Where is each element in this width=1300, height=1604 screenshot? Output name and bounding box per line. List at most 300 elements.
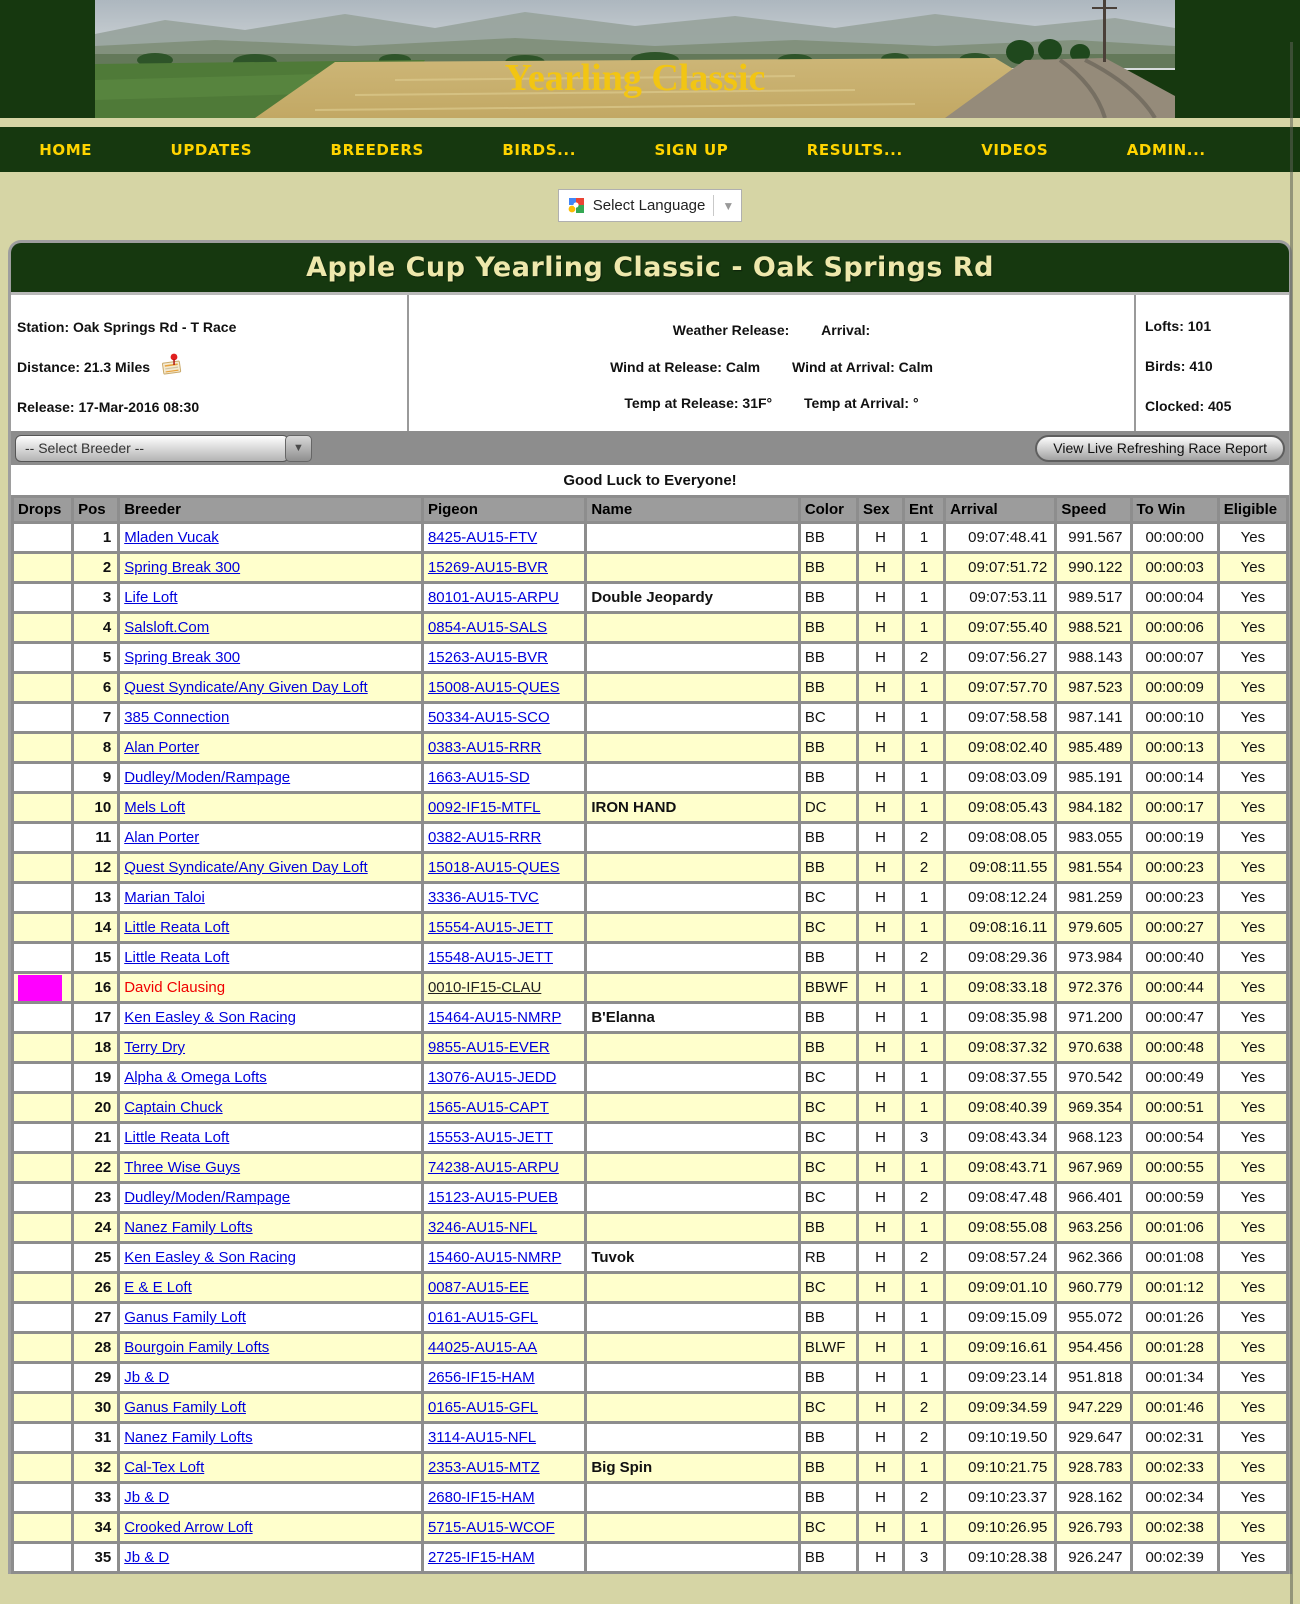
speed-cell: 926.793 (1057, 1514, 1129, 1541)
breeder-select[interactable] (15, 435, 304, 462)
pos-cell: 25 (74, 1244, 117, 1271)
arrival-cell: 09:08:03.09 (946, 764, 1054, 791)
ent-cell: 2 (905, 1184, 943, 1211)
breeder-cell (120, 1394, 421, 1421)
nav-item-breeders[interactable]: BREEDERS (330, 140, 424, 159)
eligible-cell: Yes (1220, 1364, 1286, 1391)
nav-item-signup[interactable]: SIGN UP (654, 140, 729, 159)
pos-cell: 8 (74, 734, 117, 761)
nav-item-birds[interactable]: BIRDS... (502, 140, 577, 159)
pigeon-link[interactable]: 15548-AU15-JETT (427, 949, 553, 966)
eligible-cell: Yes (1220, 1214, 1286, 1241)
breeder-link[interactable]: Quest Syndicate/Any Given Day Loft (124, 859, 368, 876)
sex-cell: H (859, 1484, 902, 1511)
breeder-cell (120, 1484, 421, 1511)
drops-cell (14, 674, 71, 701)
breeder-link[interactable]: Ganus Family Loft (124, 1309, 246, 1326)
pigeon-link[interactable]: 0854-AU15-SALS (427, 619, 548, 636)
pigeon-cell (424, 884, 584, 911)
drops-cell (14, 614, 71, 641)
nav-item-updates[interactable]: UPDATES (170, 140, 253, 159)
breeder-cell (120, 1424, 421, 1451)
name-cell: Tuvok (587, 1244, 798, 1271)
pigeon-link[interactable]: 15008-AU15-QUES (427, 679, 560, 696)
pigeon-link[interactable]: 44025-AU15-AA (427, 1339, 538, 1356)
divider-strip (0, 118, 1300, 127)
color-cell: DC (801, 794, 856, 821)
google-translate-icon (568, 197, 585, 214)
race-info-counts (1134, 295, 1289, 431)
pigeon-link[interactable]: 0383-AU15-RRR (427, 739, 542, 756)
breeder-link[interactable]: Alpha & Omega Lofts (124, 1069, 267, 1086)
color-cell: BB (801, 1484, 856, 1511)
breeder-link[interactable]: Captain Chuck (124, 1099, 223, 1116)
name-cell (587, 704, 798, 731)
arrival-cell: 09:08:43.71 (946, 1154, 1054, 1181)
to-win-cell: 00:01:12 (1133, 1274, 1217, 1301)
pos-cell: 12 (74, 854, 117, 881)
sex-cell: H (859, 1154, 902, 1181)
color-cell: BC (801, 884, 856, 911)
pigeon-link[interactable]: 15553-AU15-JETT (427, 1129, 553, 1146)
col-header-eligible: Eligible (1220, 498, 1286, 521)
pigeon-cell (424, 944, 584, 971)
ent-cell: 1 (905, 1304, 943, 1331)
pigeon-link[interactable]: 3246-AU15-NFL (427, 1219, 538, 1236)
table-row (14, 704, 1286, 731)
col-header-speed: Speed (1057, 498, 1129, 521)
to-win-cell: 00:00:07 (1133, 644, 1217, 671)
pos-cell: 21 (74, 1124, 117, 1151)
drops-cell (14, 1244, 71, 1271)
pigeon-link[interactable]: 0092-IF15-MTFL (427, 799, 541, 816)
pigeon-cell (424, 1304, 584, 1331)
eligible-cell: Yes (1220, 1094, 1286, 1121)
ent-cell: 1 (905, 974, 943, 1001)
color-cell: BB (801, 1544, 856, 1571)
breeder-link[interactable]: Terry Dry (124, 1039, 186, 1056)
to-win-cell: 00:00:23 (1133, 884, 1217, 911)
speed-cell: 973.984 (1057, 944, 1129, 971)
drops-cell (14, 1064, 71, 1091)
sex-cell: H (859, 1274, 902, 1301)
breeder-link[interactable]: Salsloft.Com (124, 619, 210, 636)
ent-cell: 1 (905, 1274, 943, 1301)
pos-cell: 32 (74, 1454, 117, 1481)
results-table-body (14, 524, 1286, 1571)
pigeon-cell (424, 1364, 584, 1391)
sex-cell: H (859, 584, 902, 611)
table-row (14, 1034, 1286, 1061)
temp-arrival-label: Temp at Arrival: ° (804, 395, 919, 411)
pigeon-link[interactable]: 1565-AU15-CAPT (427, 1099, 549, 1116)
breeder-link[interactable]: Bourgoin Family Lofts (124, 1339, 270, 1356)
breeder-link[interactable]: Mladen Vucak (124, 529, 219, 546)
sex-cell: H (859, 1514, 902, 1541)
eligible-cell: Yes (1220, 614, 1286, 641)
pos-cell: 6 (74, 674, 117, 701)
arrival-cell: 09:08:37.32 (946, 1034, 1054, 1061)
ent-cell: 1 (905, 554, 943, 581)
eligible-cell: Yes (1220, 764, 1286, 791)
drops-cell (14, 944, 71, 971)
race-info-weather (409, 295, 1134, 431)
breeder-link[interactable]: Nanez Family Lofts (124, 1429, 253, 1446)
pos-cell: 5 (74, 644, 117, 671)
pigeon-link[interactable]: 15263-AU15-BVR (427, 649, 549, 666)
pigeon-cell (424, 1454, 584, 1481)
breeder-select-value: -- Select Breeder -- (25, 440, 145, 456)
ent-cell: 1 (905, 1334, 943, 1361)
eligible-cell: Yes (1220, 1034, 1286, 1061)
speed-cell: 954.456 (1057, 1334, 1129, 1361)
drops-cell (14, 554, 71, 581)
speed-cell: 989.517 (1057, 584, 1129, 611)
sex-cell: H (859, 704, 902, 731)
breeder-link[interactable]: Alan Porter (124, 829, 200, 846)
pigeon-link[interactable]: 15269-AU15-BVR (427, 559, 549, 576)
ent-cell: 1 (905, 1034, 943, 1061)
pigeon-link[interactable]: 13076-AU15-JEDD (427, 1069, 557, 1086)
nav-item-admin[interactable]: ADMIN... (1126, 140, 1206, 159)
color-cell: BB (801, 1304, 856, 1331)
speed-cell: 969.354 (1057, 1094, 1129, 1121)
breeder-cell (120, 554, 421, 581)
pigeon-link[interactable]: 0161-AU15-GFL (427, 1309, 538, 1326)
eligible-cell: Yes (1220, 704, 1286, 731)
drops-cell (14, 1154, 71, 1181)
breeder-link[interactable]: Dudley/Moden/Rampage (124, 1189, 291, 1206)
nav-item-videos[interactable]: VIDEOS (981, 140, 1049, 159)
pigeon-link[interactable]: 80101-AU15-ARPU (427, 589, 559, 606)
color-cell: RB (801, 1244, 856, 1271)
ent-cell: 2 (905, 1394, 943, 1421)
to-win-cell: 00:01:46 (1133, 1394, 1217, 1421)
breeder-link[interactable]: Spring Break 300 (124, 649, 241, 666)
color-cell: BB (801, 764, 856, 791)
sex-cell: H (859, 1394, 902, 1421)
eligible-cell: Yes (1220, 824, 1286, 851)
nav-item-home[interactable]: HOME (39, 140, 93, 159)
pos-cell: 13 (74, 884, 117, 911)
arrival-cell: 09:07:55.40 (946, 614, 1054, 641)
ent-cell: 2 (905, 644, 943, 671)
eligible-cell: Yes (1220, 854, 1286, 881)
eligible-cell: Yes (1220, 884, 1286, 911)
speed-cell: 987.141 (1057, 704, 1129, 731)
color-cell: BB (801, 824, 856, 851)
pos-cell: 29 (74, 1364, 117, 1391)
breeder-link[interactable]: Little Reata Loft (124, 949, 230, 966)
drops-cell (14, 914, 71, 941)
breeder-link[interactable]: Crooked Arrow Loft (124, 1519, 253, 1536)
name-cell (587, 1154, 798, 1181)
pos-cell: 11 (74, 824, 117, 851)
pigeon-link[interactable]: 0382-AU15-RRR (427, 829, 542, 846)
pos-cell: 7 (74, 704, 117, 731)
arrival-cell: 09:09:01.10 (946, 1274, 1054, 1301)
breeder-link[interactable]: Alan Porter (124, 739, 200, 756)
breeder-link[interactable]: Spring Break 300 (124, 559, 241, 576)
table-row (14, 1304, 1286, 1331)
arrival-cell: 09:08:47.48 (946, 1184, 1054, 1211)
breeder-link[interactable]: David Clausing (124, 979, 226, 996)
pigeon-link[interactable]: 50334-AU15-SCO (427, 709, 550, 726)
name-cell (587, 614, 798, 641)
chevron-down-icon: ▼ (722, 198, 735, 213)
arrival-cell: 09:10:23.37 (946, 1484, 1054, 1511)
breeder-link[interactable]: Cal-Tex Loft (124, 1459, 205, 1476)
pigeon-cell (424, 674, 584, 701)
toolbar (11, 431, 1289, 465)
col-header-breeder: Breeder (120, 498, 421, 521)
speed-cell: 991.567 (1057, 524, 1129, 551)
name-cell (587, 1334, 798, 1361)
color-cell: BC (801, 1184, 856, 1211)
pigeon-link[interactable]: 9855-AU15-EVER (427, 1039, 550, 1056)
arrival-cell: 09:09:15.09 (946, 1304, 1054, 1331)
name-cell (587, 1034, 798, 1061)
pigeon-cell (424, 1334, 584, 1361)
ent-cell: 1 (905, 1154, 943, 1181)
breeder-link[interactable]: Jb & D (124, 1489, 170, 1506)
breeder-link[interactable]: Mels Loft (124, 799, 186, 816)
eligible-cell: Yes (1220, 1274, 1286, 1301)
pigeon-link[interactable]: 15123-AU15-PUEB (427, 1189, 559, 1206)
eligible-cell: Yes (1220, 1154, 1286, 1181)
sex-cell: H (859, 1364, 902, 1391)
eligible-cell: Yes (1220, 524, 1286, 551)
to-win-cell: 00:00:54 (1133, 1124, 1217, 1151)
color-cell: BB (801, 674, 856, 701)
sex-cell: H (859, 644, 902, 671)
to-win-cell: 00:00:10 (1133, 704, 1217, 731)
breeder-cell (120, 1214, 421, 1241)
sex-cell: H (859, 794, 902, 821)
breeder-link[interactable]: Jb & D (124, 1369, 170, 1386)
drops-cell (14, 824, 71, 851)
breeder-link[interactable]: Nanez Family Lofts (124, 1219, 253, 1236)
breeder-cell (120, 1004, 421, 1031)
to-win-cell: 00:00:19 (1133, 824, 1217, 851)
pigeon-link[interactable]: 15460-AU15-NMRP (427, 1249, 562, 1266)
pigeon-link[interactable]: 15464-AU15-NMRP (427, 1009, 562, 1026)
good-luck-banner: Good Luck to Everyone! (11, 465, 1289, 495)
drops-cell (14, 974, 71, 1001)
breeder-link[interactable]: Jb & D (124, 1549, 170, 1566)
title-bar (11, 243, 1289, 295)
sex-cell: H (859, 1094, 902, 1121)
color-cell: BC (801, 1514, 856, 1541)
breeder-link[interactable]: E & E Loft (124, 1279, 192, 1296)
pigeon-link[interactable]: 2680-IF15-HAM (427, 1489, 535, 1506)
weather-release-label: Weather Release: (672, 322, 790, 338)
speed-cell: 988.143 (1057, 644, 1129, 671)
pigeon-cell (424, 1394, 584, 1421)
drops-cell (14, 1184, 71, 1211)
pos-cell: 16 (74, 974, 117, 1001)
breeder-link[interactable]: Ganus Family Loft (124, 1399, 246, 1416)
drops-cell (14, 1214, 71, 1241)
ent-cell: 1 (905, 584, 943, 611)
language-row (0, 172, 1300, 240)
pigeon-link[interactable]: 74238-AU15-ARPU (427, 1159, 559, 1176)
color-cell: BB (801, 1214, 856, 1241)
name-cell: B'Elanna (587, 1004, 798, 1031)
pigeon-link[interactable]: 15554-AU15-JETT (427, 919, 553, 936)
pigeon-link[interactable]: 2725-IF15-HAM (427, 1549, 535, 1566)
pigeon-link[interactable]: 1663-AU15-SD (427, 769, 530, 786)
sex-cell: H (859, 1424, 902, 1451)
color-cell: BB (801, 644, 856, 671)
sex-cell: H (859, 554, 902, 581)
pigeon-link[interactable]: 3114-AU15-NFL (427, 1429, 537, 1446)
drops-cell (14, 734, 71, 761)
breeder-cell (120, 1454, 421, 1481)
speed-cell: 929.647 (1057, 1424, 1129, 1451)
drops-cell (14, 794, 71, 821)
name-cell (587, 1184, 798, 1211)
lofts-count: Lofts: 101 (1145, 318, 1212, 334)
drops-cell (14, 584, 71, 611)
arrival-cell: 09:08:16.11 (946, 914, 1054, 941)
breeder-link[interactable]: Ken Easley & Son Racing (124, 1249, 296, 1266)
speed-cell: 928.783 (1057, 1454, 1129, 1481)
breeder-cell (120, 914, 421, 941)
to-win-cell: 00:00:51 (1133, 1094, 1217, 1121)
to-win-cell: 00:01:28 (1133, 1334, 1217, 1361)
chevron-down-icon: ▼ (293, 442, 304, 454)
name-cell (587, 644, 798, 671)
color-cell: BC (801, 1064, 856, 1091)
eligible-cell: Yes (1220, 974, 1286, 1001)
arrival-cell: 09:09:23.14 (946, 1364, 1054, 1391)
col-header-arrival: Arrival (946, 498, 1054, 521)
table-row (14, 1364, 1286, 1391)
col-header-name: Name (587, 498, 798, 521)
table-row (14, 674, 1286, 701)
window-edge-line (1290, 42, 1293, 1604)
pos-cell: 23 (74, 1184, 117, 1211)
breeder-link[interactable]: Quest Syndicate/Any Given Day Loft (124, 679, 368, 696)
to-win-cell: 00:00:03 (1133, 554, 1217, 581)
breeder-cell (120, 1064, 421, 1091)
to-win-cell: 00:00:00 (1133, 524, 1217, 551)
table-row (14, 944, 1286, 971)
table-row (14, 824, 1286, 851)
arrival-cell: 09:10:28.38 (946, 1544, 1054, 1571)
to-win-cell: 00:02:39 (1133, 1544, 1217, 1571)
table-row (14, 524, 1286, 551)
breeder-link[interactable]: 385 Connection (124, 709, 230, 726)
pos-cell: 28 (74, 1334, 117, 1361)
ent-cell: 2 (905, 1244, 943, 1271)
ent-cell: 1 (905, 914, 943, 941)
sex-cell: H (859, 734, 902, 761)
breeder-link[interactable]: Dudley/Moden/Rampage (124, 769, 291, 786)
table-row (14, 1334, 1286, 1361)
pos-cell: 26 (74, 1274, 117, 1301)
pigeon-link[interactable]: 0087-AU15-EE (427, 1279, 529, 1296)
ent-cell: 1 (905, 1454, 943, 1481)
name-cell (587, 1124, 798, 1151)
wind-arrival-label: Wind at Arrival: Calm (791, 358, 933, 375)
breeder-cell (120, 1544, 421, 1571)
color-cell: BB (801, 1364, 856, 1391)
name-cell: IRON HAND (587, 794, 798, 821)
nav-item-results[interactable]: RESULTS... (806, 140, 903, 159)
pigeon-link[interactable]: 2656-IF15-HAM (427, 1369, 535, 1386)
pigeon-link[interactable]: 0165-AU15-GFL (427, 1399, 538, 1416)
color-cell: BB (801, 554, 856, 581)
birds-count: Birds: 410 (1145, 358, 1213, 374)
speed-cell: 972.376 (1057, 974, 1129, 1001)
ent-cell: 1 (905, 1364, 943, 1391)
breeder-link[interactable]: Little Reata Loft (124, 1129, 230, 1146)
select-arrow-button[interactable] (285, 435, 312, 462)
breeder-link[interactable]: Little Reata Loft (124, 919, 230, 936)
name-cell (587, 944, 798, 971)
breeder-link[interactable]: Ken Easley & Son Racing (124, 1009, 296, 1026)
arrival-cell: 09:10:26.95 (946, 1514, 1054, 1541)
breeder-cell (120, 794, 421, 821)
to-win-cell: 00:00:27 (1133, 914, 1217, 941)
speed-cell: 979.605 (1057, 914, 1129, 941)
pos-cell: 18 (74, 1034, 117, 1061)
eligible-cell: Yes (1220, 1004, 1286, 1031)
breeder-link[interactable]: Three Wise Guys (124, 1159, 241, 1176)
pigeon-link[interactable]: 2353-AU15-MTZ (427, 1459, 540, 1476)
pos-cell: 24 (74, 1214, 117, 1241)
pigeon-link[interactable]: 5715-AU15-WCOF (427, 1519, 555, 1536)
ent-cell: 2 (905, 824, 943, 851)
table-row (14, 1484, 1286, 1511)
breeder-link[interactable]: Life Loft (124, 589, 178, 606)
view-live-report-button[interactable]: View Live Refreshing Race Report (1035, 435, 1285, 462)
name-cell (587, 1094, 798, 1121)
name-cell: Big Spin (587, 1454, 798, 1481)
speed-cell: 962.366 (1057, 1244, 1129, 1271)
sex-cell: H (859, 1334, 902, 1361)
pigeon-cell (424, 824, 584, 851)
name-cell (587, 674, 798, 701)
col-header-pigeon: Pigeon (424, 498, 584, 521)
breeder-link[interactable]: Marian Taloi (124, 889, 205, 906)
map-pin-icon[interactable] (160, 351, 184, 375)
language-selector[interactable] (558, 189, 743, 222)
pigeon-cell (424, 1274, 584, 1301)
pigeon-link[interactable]: 0010-IF15-CLAU (427, 979, 542, 996)
arrival-cell: 09:09:16.61 (946, 1334, 1054, 1361)
arrival-cell: 09:08:40.39 (946, 1094, 1054, 1121)
name-cell (587, 1484, 798, 1511)
pigeon-link[interactable]: 3336-AU15-TVC (427, 889, 539, 906)
name-cell (587, 1304, 798, 1331)
table-row (14, 1004, 1286, 1031)
pigeon-link[interactable]: 15018-AU15-QUES (427, 859, 560, 876)
speed-cell: 970.542 (1057, 1064, 1129, 1091)
table-row (14, 584, 1286, 611)
pigeon-cell (424, 1004, 584, 1031)
ent-cell: 2 (905, 854, 943, 881)
pigeon-link[interactable]: 8425-AU15-FTV (427, 529, 538, 546)
ent-cell: 1 (905, 884, 943, 911)
eligible-cell: Yes (1220, 1304, 1286, 1331)
pos-cell: 30 (74, 1394, 117, 1421)
breeder-cell (120, 1514, 421, 1541)
pigeon-cell (424, 764, 584, 791)
table-row (14, 794, 1286, 821)
